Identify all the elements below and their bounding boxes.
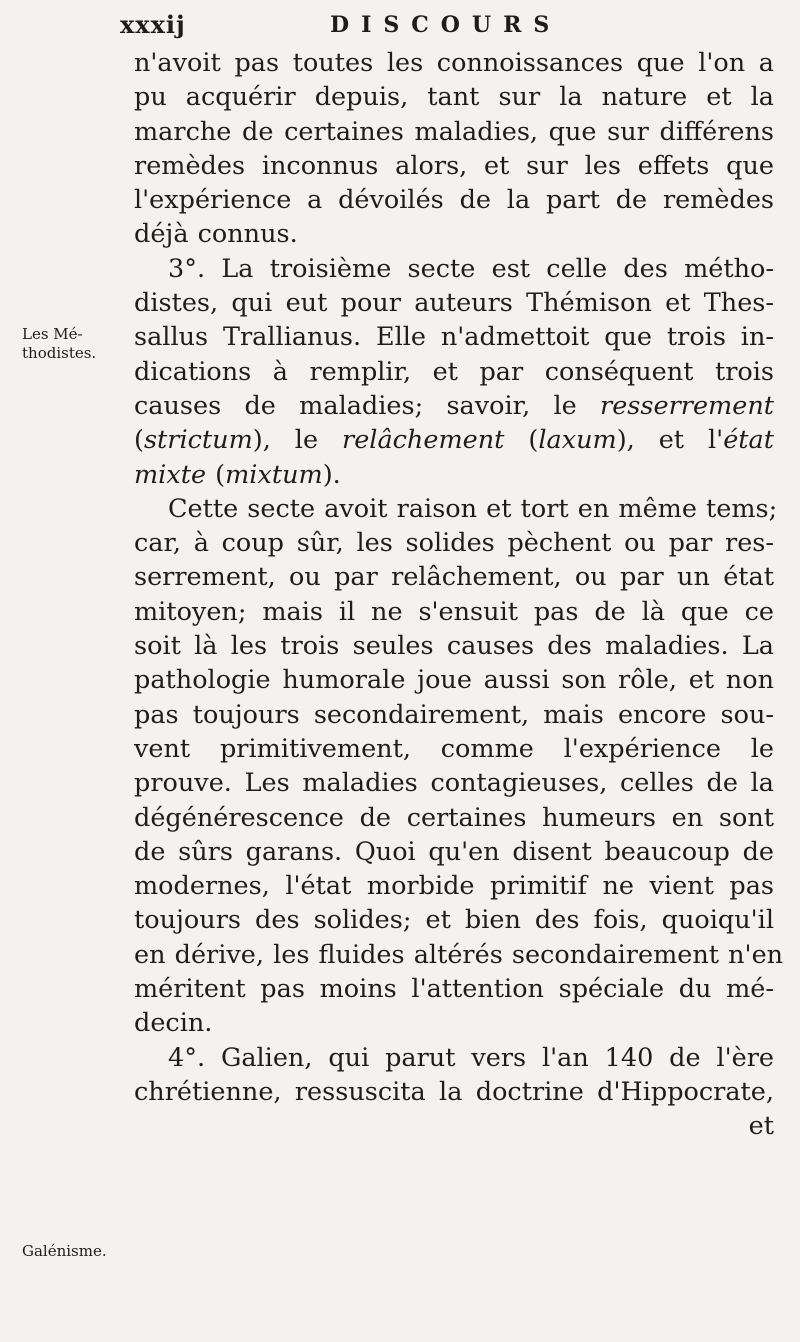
- italic-term: mixtum: [225, 459, 323, 490]
- text-line: modernes, l'état morbide primitif ne vient pas: [134, 871, 774, 902]
- text-segment: (: [206, 459, 226, 490]
- italic-term: laxum: [538, 425, 617, 456]
- text-line: marche de certaines maladies, que sur différens: [134, 116, 774, 147]
- text-segment: ), le: [252, 425, 343, 456]
- text-line: Cette secte avoit raison et tort en même tems;: [168, 493, 778, 524]
- running-head: DISCOURS: [330, 12, 562, 38]
- text-line: vent primitivement, comme l'expérience le: [134, 733, 774, 764]
- text-line: pathologie humorale joue aussi son rôle, et non: [134, 665, 774, 696]
- catchword: et: [748, 1111, 774, 1142]
- text-line: l'expérience a dévoilés de la part de remèdes: [134, 185, 774, 216]
- margin-note-line: thodistes.: [22, 344, 97, 362]
- text-line: déjà connus.: [134, 219, 298, 250]
- text-line: 3°. La troisième secte est celle des métho-: [168, 253, 774, 284]
- text-line: dégénérescence de certaines humeurs en sont: [134, 802, 774, 833]
- body-text: [134, 46, 784, 1144]
- text-segment: ).: [322, 459, 341, 490]
- margin-note-line: Galénisme.: [22, 1242, 107, 1260]
- text-line: en dérive, les fluides altérés secondairement n'en: [134, 939, 784, 970]
- text-line: chrétienne, ressuscita la doctrine d'Hippocrate,: [134, 1076, 774, 1107]
- margin-note-methodistes: [22, 325, 96, 363]
- text-segment: ), et l': [616, 425, 724, 456]
- text-line: car, à coup sûr, les solides pèchent ou par res-: [134, 528, 774, 559]
- text-line: [134, 389, 774, 423]
- text-line: soit là les trois seules causes des maladies. La: [134, 631, 774, 662]
- text-line: pu acquérir depuis, tant sur la nature et la: [134, 82, 774, 113]
- text-line: prouve. Les maladies contagieuses, celles de la: [134, 768, 774, 799]
- italic-term: état: [723, 425, 774, 456]
- text-line: 4°. Galien, qui parut vers l'an 140 de l'ère: [168, 1042, 774, 1073]
- text-segment: (: [504, 425, 539, 456]
- text-line: sallus Trallianus. Elle n'admettoit que trois in-: [134, 322, 774, 353]
- text-line: [134, 423, 774, 457]
- margin-note-line: Les Mé-: [22, 325, 83, 343]
- text-line: toujours des solides; et bien des fois, quoiqu'il: [134, 905, 774, 936]
- text-line: méritent pas moins l'attention spéciale du mé-: [134, 974, 774, 1005]
- italic-term: strictum: [143, 425, 253, 456]
- text-line: n'avoit pas toutes les connoissances que l'on a: [134, 48, 774, 78]
- italic-term: mixte: [134, 459, 207, 490]
- text-line: [134, 458, 774, 492]
- text-line: remèdes inconnus alors, et sur les effets que: [134, 150, 774, 181]
- page-header: [120, 10, 680, 50]
- text-line: decin.: [134, 1008, 213, 1039]
- italic-term: relâchement: [342, 425, 505, 456]
- text-segment: causes de maladies; savoir, le: [134, 390, 577, 421]
- page-number: xxxij: [120, 10, 186, 39]
- text-line: pas toujours secondairement, mais encore sou-: [134, 699, 774, 730]
- text-line: serrement, ou par relâchement, ou par un état: [134, 562, 774, 593]
- text-line: mitoyen; mais il ne s'ensuit pas de là que ce: [134, 596, 774, 627]
- text-line: dications à remplir, et par conséquent trois: [134, 356, 774, 387]
- text-segment: (: [134, 425, 144, 456]
- text-line: distes, qui eut pour auteurs Thémison et Thes-: [134, 288, 774, 319]
- margin-note-galenisme: [22, 1242, 107, 1261]
- italic-term: resserrement: [600, 390, 774, 421]
- text-line: de sûrs garans. Quoi qu'en disent beaucoup de: [134, 836, 774, 867]
